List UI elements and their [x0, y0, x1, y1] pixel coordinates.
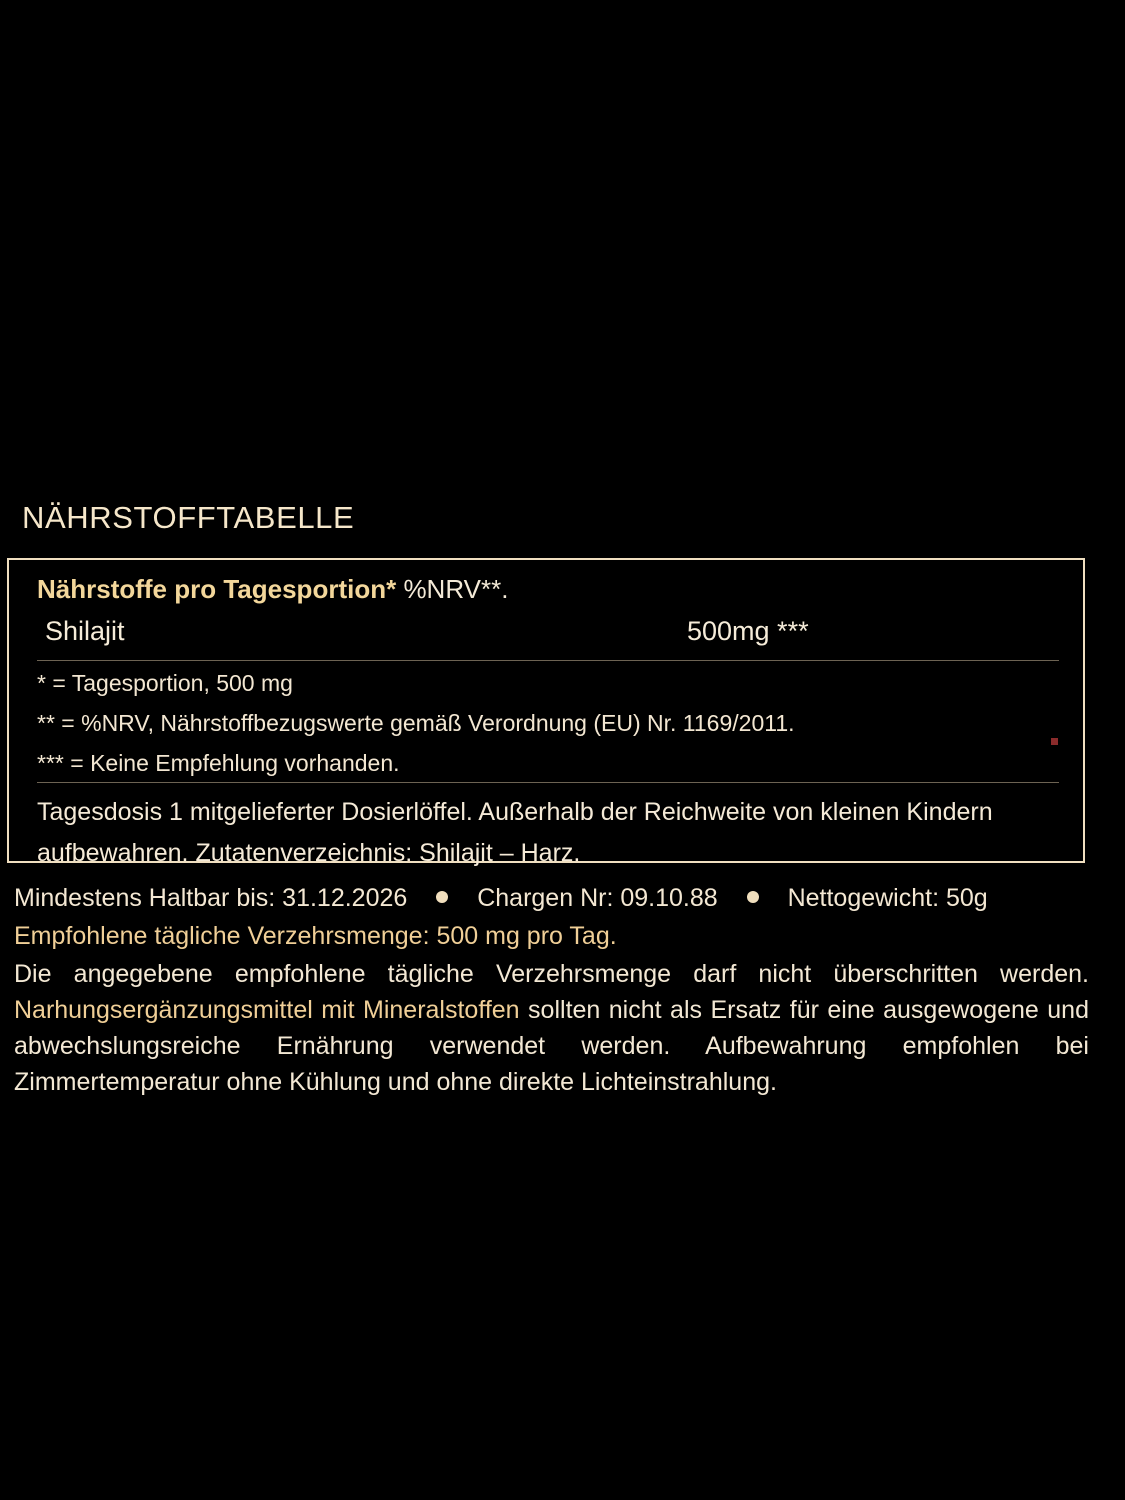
disclaimer-part-2: sollten nicht als Ersatz für eine ausgewogene und abwechslungsreiche Ernährung verwendet werden. Aufbewahrung empfohlen bei Zimmertemperatur ohne Kühlung und ohne direkte Lichteinstrahlung.	[14, 996, 1089, 1096]
table-header	[37, 574, 508, 605]
table-row	[37, 616, 1059, 656]
footnote-2: ** = %NRV, Nährstoffbezugswerte gemäß Verordnung (EU) Nr. 1169/2011.	[37, 710, 795, 736]
nutrient-name: Shilajit	[45, 616, 125, 646]
nutrient-amount: 500mg ***	[687, 616, 809, 646]
dosage-text: Tagesdosis 1 mitgelieferter Dosierlöffel. Außerhalb der Reichweite von kleinen Kindern aufbewahren. Zutatenverzeichnis: Shilajit – Harz.	[37, 798, 993, 867]
footnote-3: *** = Keine Empfehlung vorhanden.	[37, 750, 400, 776]
page-title: NÄHRSTOFFTABELLE	[22, 500, 355, 535]
net-weight-text: Nettogewicht: 50g	[787, 884, 988, 912]
table-header-bold: Nährstoffe pro Tagesportion*	[37, 574, 397, 604]
table-header-nrv: %NRV**.	[403, 574, 509, 604]
footnote-1: * = Tagesportion, 500 mg	[37, 670, 293, 696]
divider-top	[37, 660, 1059, 661]
batch-number-text: Chargen Nr: 09.10.88	[477, 884, 718, 912]
recommended-intake-text: Empfohlene tägliche Verzehrsmenge: 500 mg pro Tag.	[14, 922, 617, 950]
nutrition-table	[7, 558, 1085, 867]
bullet-dot-icon	[747, 891, 759, 903]
disclaimer-highlight: Narhungsergänzungsmittel mit Mineralstoffen	[14, 996, 520, 1024]
best-before-text: Mindestens Haltbar bis: 31.12.2026	[14, 884, 408, 912]
divider-bottom	[37, 782, 1059, 783]
bullet-dot-icon	[436, 891, 448, 903]
disclaimer-part-1: Die angegebene empfohlene tägliche Verzehrsmenge darf nicht überschritten werden.	[14, 960, 1089, 988]
print-mark-icon	[1051, 738, 1058, 745]
disclaimer-paragraph	[14, 956, 1089, 1100]
product-info-line	[14, 884, 988, 913]
